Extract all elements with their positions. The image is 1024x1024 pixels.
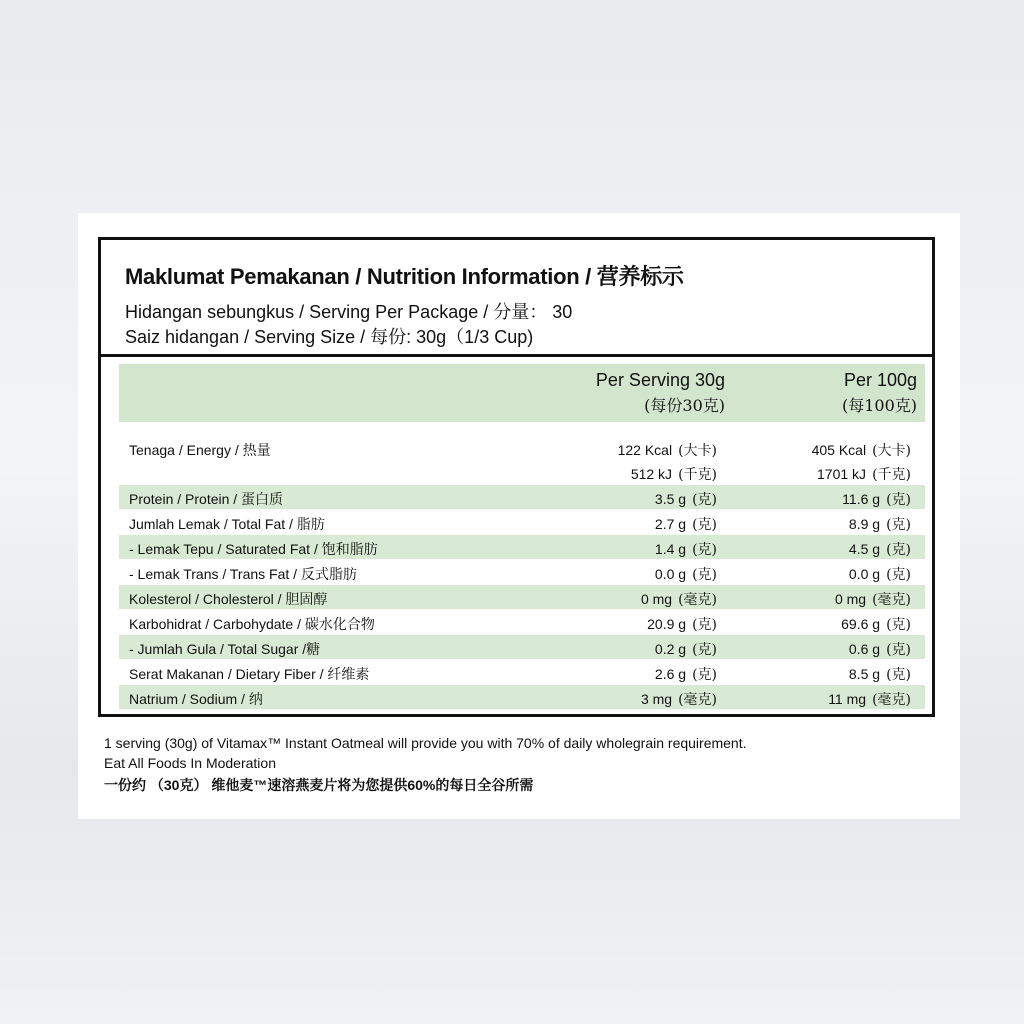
column-header-band bbox=[119, 364, 925, 422]
value-per-serving: 3 mg (毫克) bbox=[640, 691, 717, 708]
value-per-100g: 11 mg (毫克) bbox=[828, 691, 911, 708]
row-label: - Lemak Tepu / Saturated Fat / 饱和脂肪 bbox=[129, 541, 378, 557]
table-row bbox=[119, 485, 925, 510]
footnote-moderation: Eat All Foods In Moderation bbox=[104, 755, 276, 771]
energy-kj-serving: 512 kJ (千克) bbox=[630, 466, 717, 483]
column-per-serving bbox=[596, 370, 725, 416]
per-100g-heading-cn: (每100克) bbox=[841, 396, 917, 415]
table-row bbox=[119, 510, 925, 535]
energy-kcal-serving: 122 Kcal (大卡) bbox=[617, 442, 717, 459]
header-divider bbox=[101, 354, 932, 357]
table-row bbox=[119, 635, 925, 660]
table-row-energy bbox=[119, 436, 925, 485]
value-per-100g: 11.6 g (克) bbox=[842, 491, 911, 508]
value-per-serving: 0 mg (毫克) bbox=[640, 591, 717, 608]
nutrition-label-card bbox=[78, 213, 960, 819]
nutrient-table bbox=[119, 436, 925, 710]
row-label: - Lemak Trans / Trans Fat / 反式脂肪 bbox=[129, 566, 357, 582]
row-label: Kolesterol / Cholesterol / 胆固醇 bbox=[129, 591, 328, 607]
value-per-100g: 4.5 g (克) bbox=[848, 541, 911, 558]
table-row bbox=[119, 685, 925, 710]
value-per-serving: 2.6 g (克) bbox=[654, 666, 717, 683]
energy-kj-100g: 1701 kJ (千克) bbox=[817, 466, 911, 483]
energy-kcal-100g: 405 Kcal (大卡) bbox=[811, 442, 911, 459]
value-per-100g: 0.6 g (克) bbox=[848, 641, 911, 658]
serving-size: Saiz hidangan / Serving Size / 每份: 30g（1/3 Cup) bbox=[125, 327, 534, 347]
value-per-serving: 2.7 g (克) bbox=[654, 516, 717, 533]
per-100g-heading: Per 100g bbox=[843, 370, 917, 390]
label-title: Maklumat Pemakanan / Nutrition Information / 营养标示 bbox=[125, 264, 684, 289]
table-row bbox=[119, 560, 925, 585]
value-per-100g: 8.9 g (克) bbox=[848, 516, 911, 533]
value-per-serving: 1.4 g (克) bbox=[654, 541, 717, 558]
table-row bbox=[119, 585, 925, 610]
serving-per-package: Hidangan sebungkus / Serving Per Package / 分量： 30 bbox=[125, 302, 573, 322]
column-per-100g bbox=[842, 370, 917, 416]
footnote-wholegrain: 1 serving (30g) of Vitamax™ Instant Oatmeal will provide you with 70% of daily wholegrain requirement. bbox=[104, 735, 747, 751]
value-per-100g: 69.6 g (克) bbox=[841, 616, 911, 633]
table-row bbox=[119, 535, 925, 560]
row-label: Natrium / Sodium / 纳 bbox=[129, 691, 263, 707]
value-per-100g: 8.5 g (克) bbox=[848, 666, 911, 683]
row-label: Serat Makanan / Dietary Fiber / 纤维素 bbox=[129, 666, 370, 682]
value-per-serving: 0.0 g (克) bbox=[654, 566, 717, 583]
value-per-serving: 0.2 g (克) bbox=[654, 641, 717, 658]
value-per-100g: 0 mg (毫克) bbox=[834, 591, 911, 608]
table-row bbox=[119, 610, 925, 635]
value-per-serving: 3.5 g (克) bbox=[654, 491, 717, 508]
value-per-100g: 0.0 g (克) bbox=[848, 566, 911, 583]
row-label: Tenaga / Energy / 热量 bbox=[129, 442, 271, 458]
footnote-chinese: 一份约 （30克） 维他麦™速溶燕麦片将为您提供60%的每日全谷所需 bbox=[104, 777, 534, 793]
row-label: - Jumlah Gula / Total Sugar /糖 bbox=[129, 641, 321, 657]
nutrition-panel bbox=[98, 237, 935, 717]
value-per-serving: 20.9 g (克) bbox=[647, 616, 717, 633]
row-label: Protein / Protein / 蛋白质 bbox=[129, 491, 284, 507]
per-serving-heading-cn: (每份30克) bbox=[644, 396, 725, 415]
row-label: Karbohidrat / Carbohydate / 碳水化合物 bbox=[129, 616, 375, 632]
per-serving-heading: Per Serving 30g bbox=[595, 370, 725, 390]
row-label: Jumlah Lemak / Total Fat / 脂肪 bbox=[129, 516, 325, 532]
table-row bbox=[119, 660, 925, 685]
